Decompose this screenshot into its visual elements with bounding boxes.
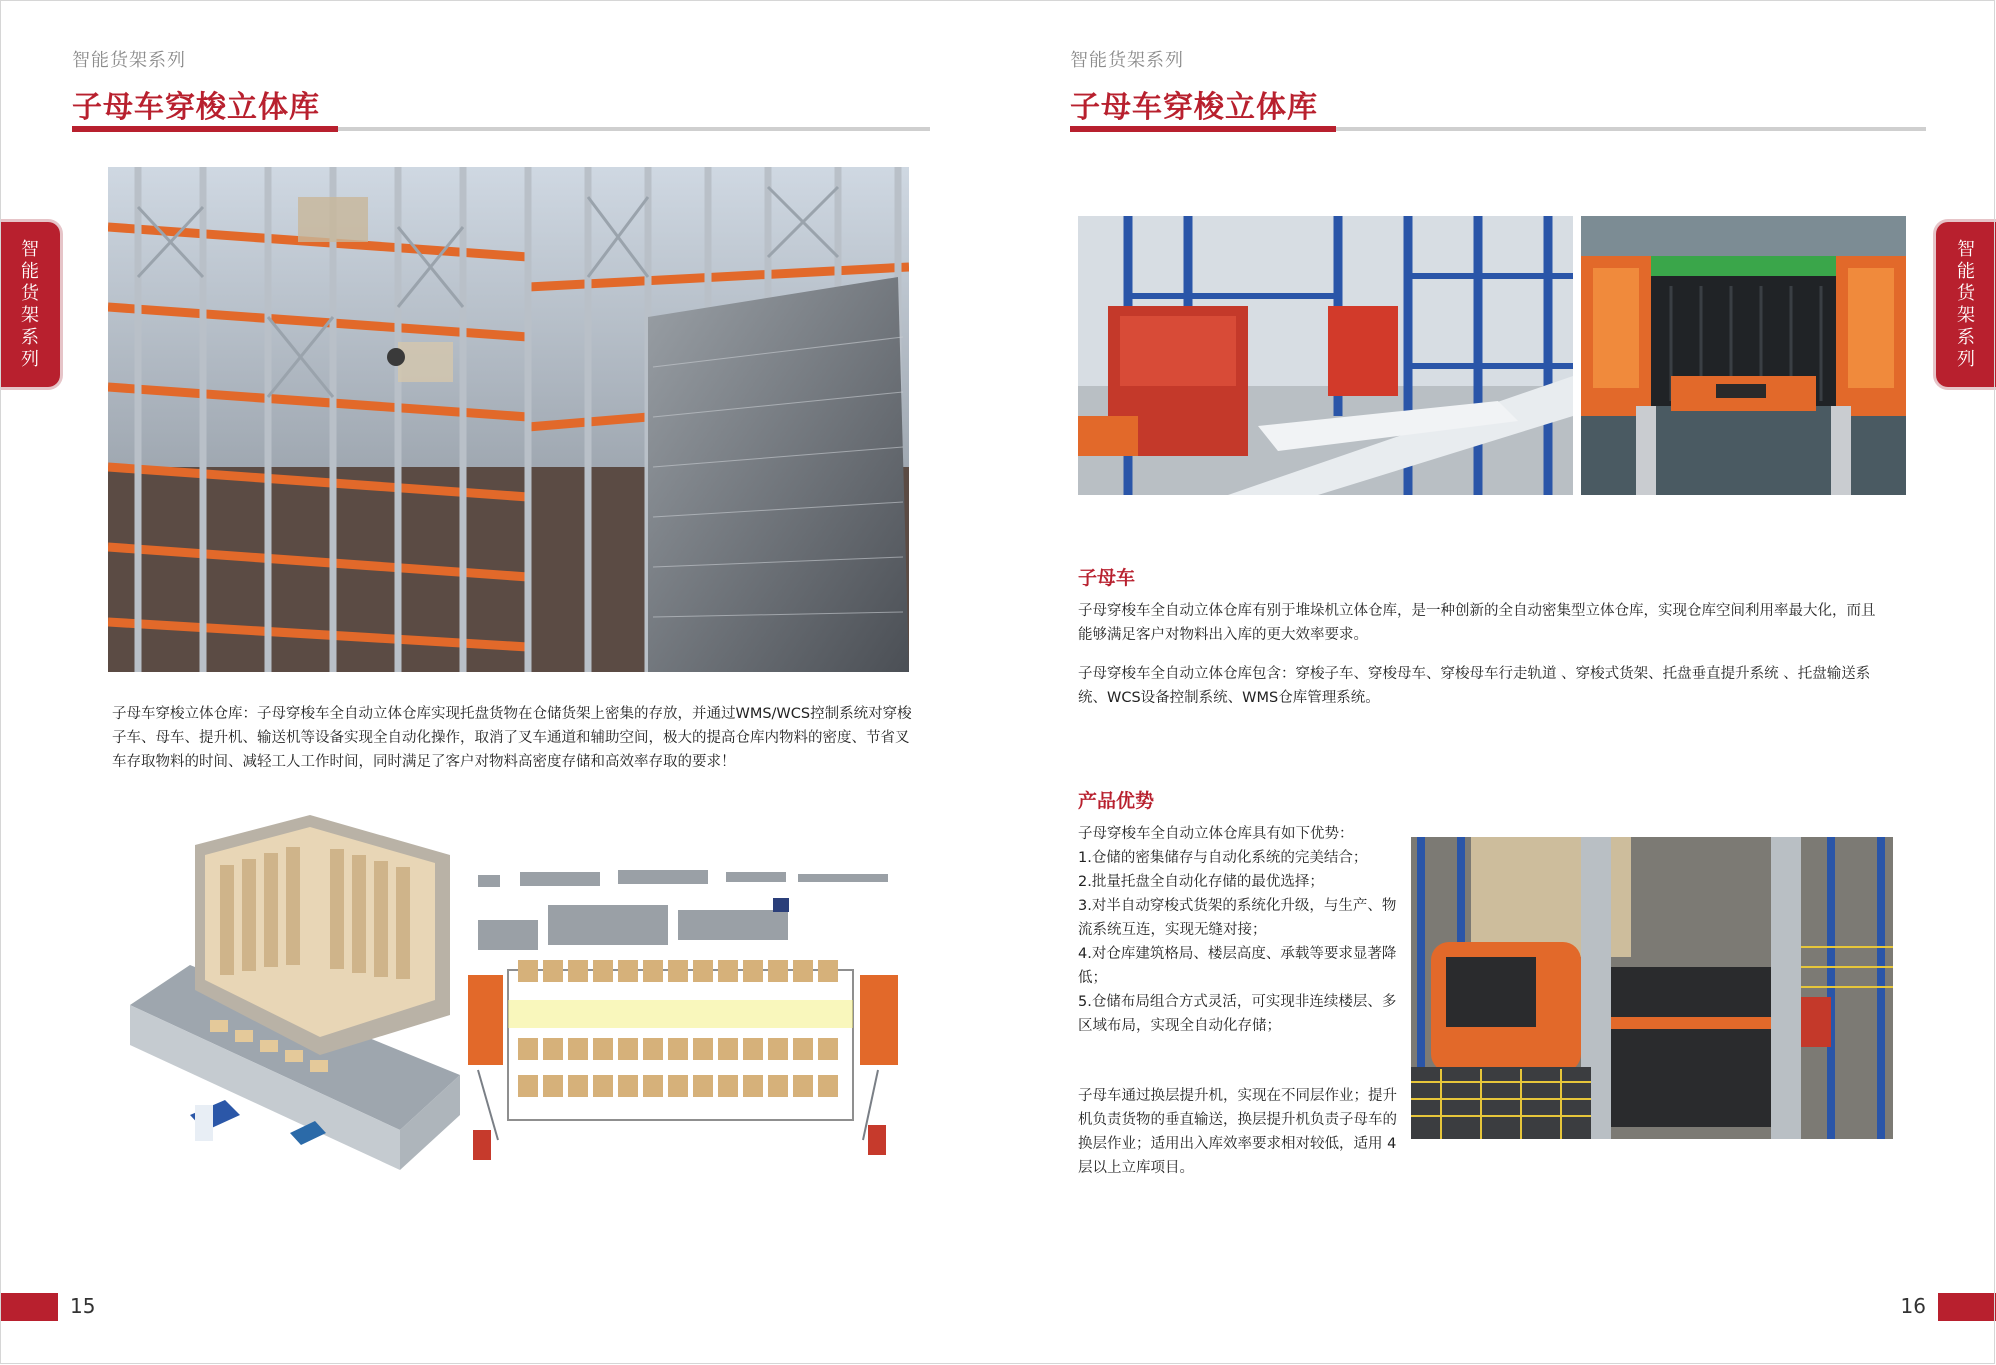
advantages-list xyxy=(1078,822,1398,1038)
advantages-intro: 子母穿梭车全自动立体仓库具有如下优势： xyxy=(1078,826,1354,842)
advantage-item: 3.对半自动穿梭式货架的系统化升级，与生产、物流系统互连，实现无缝对接； xyxy=(1078,898,1397,938)
rack-layout-diagram xyxy=(468,860,900,1175)
side-tab-label: 智能货架系列 xyxy=(1957,238,1975,370)
page-title: 子母车穿梭立体库 xyxy=(72,90,320,125)
section-heading-advantages: 产品优势 xyxy=(1078,790,1155,812)
warehouse-building-render xyxy=(130,815,460,1170)
advantage-item: 4.对仓库建筑格局、楼层高度、承载等要求显著降低； xyxy=(1078,946,1397,986)
system-description: 子母车穿梭立体仓库：子母穿梭车全自动立体仓库实现托盘货物在仓储货架上密集的存放，并通过WMS/WCS控制系统对穿梭子车、母车、提升机、输送机等设备实现全自动化操作，取消了叉车通道和辅助空间，极大的提高仓库内物料的密度、节省叉车存取物料的时间、减轻工人工作时间，同时满足了客户对物料高密度存储和高效率存取的要求！ xyxy=(112,706,912,770)
advantage-item: 2.批量托盘全自动化存储的最优选择； xyxy=(1078,874,1324,890)
warehouse-rack-photo xyxy=(108,167,909,672)
series-label: 智能货架系列 xyxy=(72,50,186,71)
child-shuttle-photo xyxy=(1581,216,1906,495)
system-components-paragraph: 子母穿梭车全自动立体仓库包含：穿梭子车、穿梭母车、穿梭母车行走轨道 、穿梭式货架、托盘垂直提升系统 、托盘输送系统、WCS设备控制系统、WMS仓库管理系统。 xyxy=(1078,666,1871,706)
page-number: 15 xyxy=(70,1294,96,1318)
side-tab xyxy=(1936,222,1996,387)
series-label: 智能货架系列 xyxy=(1070,50,1184,71)
advantage-item: 1.仓储的密集储存与自动化系统的完美结合； xyxy=(1078,850,1368,866)
lift-note-paragraph: 子母车通过换层提升机，实现在不同层作业；提升机负责货物的垂直输送，换层提升机负责子母车的换层作业；适用出入库效率要求相对较低，适用 4 层以上立库项目。 xyxy=(1078,1088,1397,1176)
advantage-item: 5.仓储布局组合方式灵活，可实现非连续楼层、多区域布局，实现全自动化存储； xyxy=(1078,994,1397,1034)
page-title: 子母车穿梭立体库 xyxy=(1070,90,1318,125)
side-tab-label: 智能货架系列 xyxy=(21,238,39,370)
page-number-bar xyxy=(1938,1293,1996,1321)
title-rule-accent xyxy=(1070,126,1336,132)
page-number-bar xyxy=(0,1293,58,1321)
page-number: 16 xyxy=(1900,1294,1926,1318)
lift-shuttle-render xyxy=(1411,837,1893,1139)
title-rule-accent xyxy=(72,126,338,132)
mother-shuttle-photo xyxy=(1078,216,1573,495)
side-tab xyxy=(0,222,60,387)
shuttle-intro-paragraph: 子母穿梭车全自动立体仓库有别于堆垛机立体仓库，是一种创新的全自动密集型立体仓库，实现仓库空间利用率最大化，而且能够满足客户对物料出入库的更大效率要求。 xyxy=(1078,603,1876,643)
right-page xyxy=(998,0,1996,1365)
section-heading-shuttle: 子母车 xyxy=(1078,567,1136,589)
